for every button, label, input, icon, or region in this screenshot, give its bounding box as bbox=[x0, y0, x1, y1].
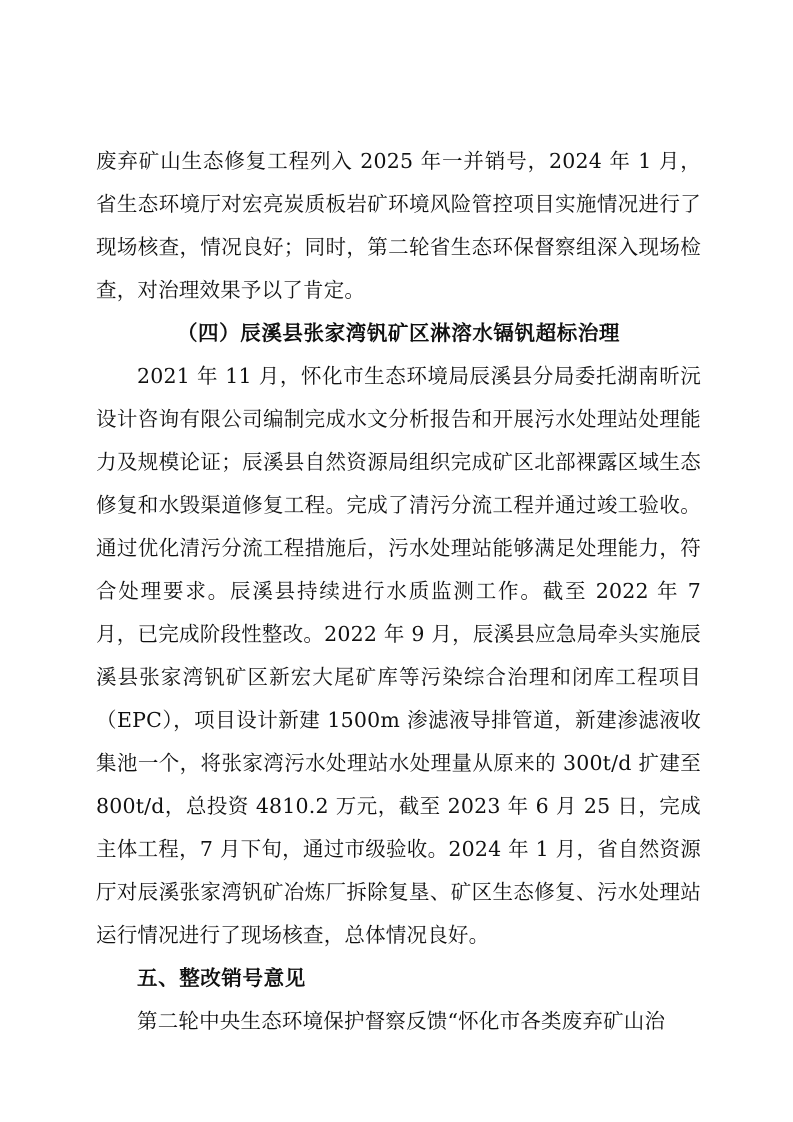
paragraph-mine-restoration: 废弃矿山生态修复工程列入 2025 年一并销号，2024 年 1 月，省生态环境厅对宏亮炭质板岩矿环境风险管控项目实施情况进行了现场核查，情况良好；同时，第二轮省生态环保督察组深入现场检查，对治理效果予以了肯定。 bbox=[96, 149, 701, 302]
paragraph-rectification-opinion: 第二轮中央生态环境保护督察反馈“怀化市各类废弃矿山治 bbox=[137, 1009, 666, 1033]
section-heading-four: （四）辰溪县张家湾钒矿区淋溶水镉钒超标治理 bbox=[176, 321, 621, 345]
paragraph-vanadium-treatment: 2021 年 11 月，怀化市生态环境局辰溪县分局委托湖南昕沅设计咨询有限公司编制完成水文分析报告和开展污水处理站处理能力及规模论证；辰溪县自然资源局组织完成矿区北部裸露区域生态修复和水毁渠道修复工程。完成了清污分流工程并通过竣工验收。通过优化清污分流工程措施后，污水处理站能够满足处理能力，符合处理要求。辰溪县持续进行水质监测工作。截至 2022 年 7 月，已完成阶段性整改。2022 年 9 月，辰溪县应急局牵头实施辰溪县张家湾钒矿区新宏大尾矿库等污染综合治理和闭库工程项目（EPC），项目设计新建 1500m 渗滤液导排管道，新建渗滤液收集池一个，将张家湾污水处理站水处理量从原来的 300t/d 扩建至 800t/d，总投资 4810.2 万元，截至 2023 年 6 月 25 日，完成主体工程，7 月下旬，通过市级验收。2024 年 1 月，省自然资源厅对辰溪张家湾钒矿冶炼厂拆除复垦、矿区生态修复、污水处理站运行情况进行了现场核查，总体情况良好。 bbox=[96, 364, 701, 947]
section-heading-five: 五、整改销号意见 bbox=[137, 966, 306, 990]
document-body bbox=[96, 140, 701, 1043]
